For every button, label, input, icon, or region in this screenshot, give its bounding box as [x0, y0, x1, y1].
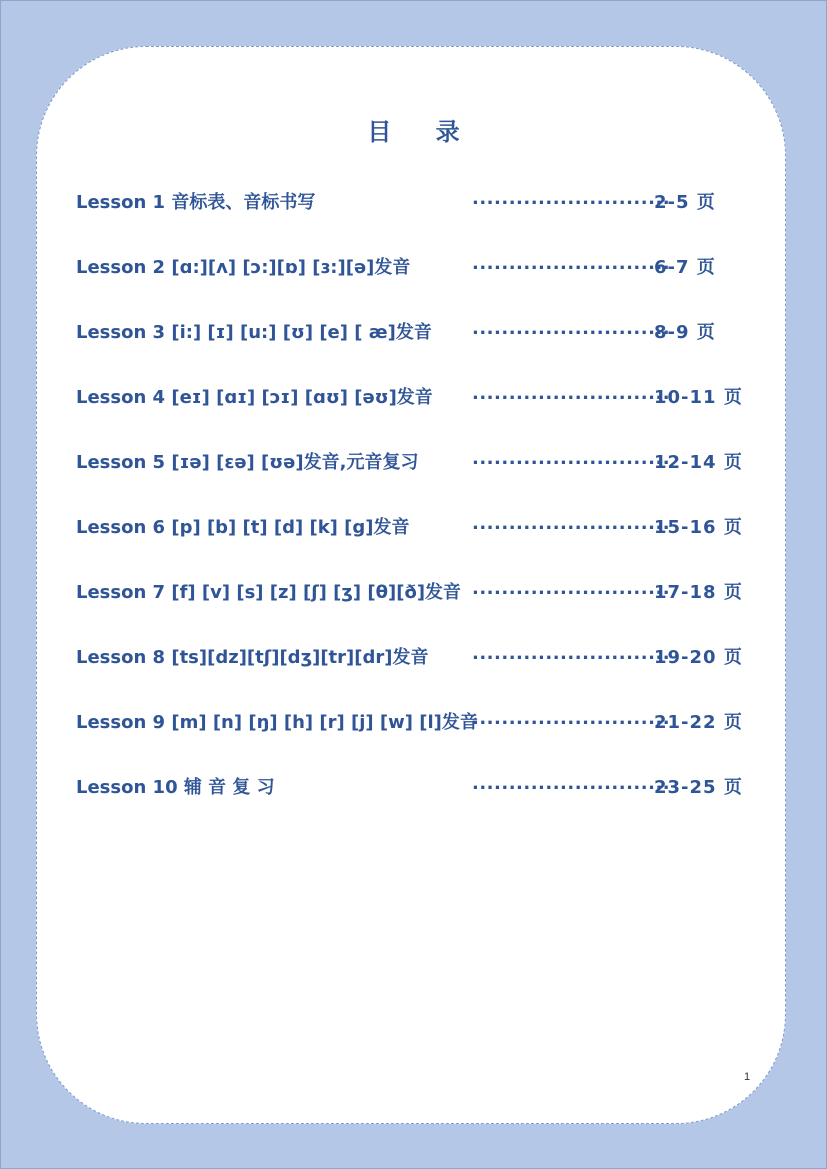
- toc-leader-dots: ...........................: [472, 578, 671, 599]
- toc-entry-pages: 2-5 页: [654, 192, 716, 213]
- toc-entry[interactable]: [76, 700, 756, 765]
- toc-leader-dots: ...........................: [472, 383, 671, 404]
- toc-leader-dots: ...........................: [472, 643, 671, 664]
- toc-entry-label: Lesson 10 辅 音 复 习: [76, 777, 275, 798]
- toc-entry[interactable]: [76, 505, 756, 570]
- toc-entry[interactable]: [76, 180, 756, 245]
- toc-entry[interactable]: [76, 245, 756, 310]
- toc-leader-dots: ...........................: [472, 708, 671, 729]
- toc-entry-label: Lesson 8 [ts][dz][tʃ][dʒ][tr][dr]发音: [76, 647, 429, 668]
- toc-leader-dots: ...........................: [472, 318, 671, 339]
- toc-entry-pages: 8-9 页: [654, 322, 716, 343]
- toc-entry[interactable]: [76, 570, 756, 635]
- toc-entry-label: Lesson 3 [i:] [ɪ] [u:] [ʊ] [e] [ æ]发音: [76, 322, 432, 343]
- toc-leader-dots: ...........................: [472, 513, 671, 534]
- toc-entry-pages: 23-25 页: [654, 777, 743, 798]
- toc-entry-pages: 6-7 页: [654, 257, 716, 278]
- toc-leader-dots: ...........................: [472, 253, 671, 274]
- page-title: 目 录: [367, 117, 478, 146]
- toc-leader-dots: ...........................: [472, 188, 671, 209]
- toc-entry-label: Lesson 9 [m] [n] [ŋ] [h] [r] [j] [w] [l]发音: [76, 712, 478, 733]
- toc-leader-dots: ...........................: [472, 448, 671, 469]
- toc-entry-pages: 21-22 页: [654, 712, 743, 733]
- toc-entry-pages: 12-14 页: [654, 452, 743, 473]
- toc-entry-label: Lesson 2 [ɑ:][ʌ] [ɔ:][ɒ] [ɜ:][ə]发音: [76, 257, 411, 278]
- toc-entry-pages: 15-16 页: [654, 517, 743, 538]
- toc-entry[interactable]: [76, 440, 756, 505]
- toc-entry-pages: 17-18 页: [654, 582, 743, 603]
- toc-entry-label: Lesson 6 [p] [b] [t] [d] [k] [g]发音: [76, 517, 410, 538]
- toc-entry-label: Lesson 1 音标表、音标书写: [76, 192, 316, 213]
- toc-entry[interactable]: [76, 310, 756, 375]
- toc-entry[interactable]: [76, 375, 756, 440]
- toc-entry[interactable]: [76, 635, 756, 700]
- toc-entry-label: Lesson 5 [ɪə] [ɛə] [ʊə]发音,元音复习: [76, 452, 419, 473]
- toc-entry-label: Lesson 4 [eɪ] [ɑɪ] [ɔɪ] [ɑʊ] [əʊ]发音: [76, 387, 433, 408]
- page-number: 1: [744, 1071, 751, 1083]
- toc-entry-pages: 19-20 页: [654, 647, 743, 668]
- toc-leader-dots: ...........................: [472, 773, 671, 794]
- toc-entry[interactable]: [76, 765, 756, 830]
- table-of-contents: [76, 180, 756, 830]
- toc-entry-pages: 10-11 页: [654, 387, 743, 408]
- toc-entry-label: Lesson 7 [f] [v] [s] [z] [ʃ] [ʒ] [θ][ð]发音: [76, 582, 462, 603]
